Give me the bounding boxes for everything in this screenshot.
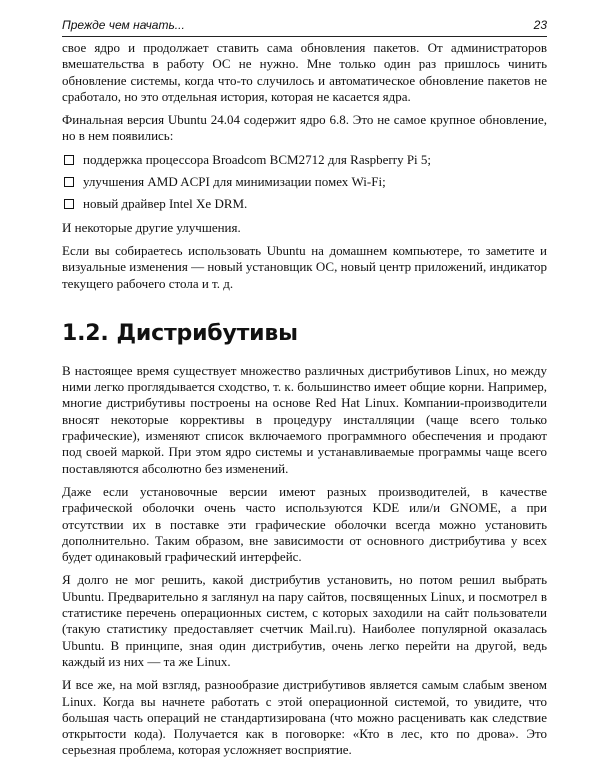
list-item-text: улучшения AMD ACPI для минимизации помех Wi-Fi;: [83, 174, 386, 190]
page-body: [62, 40, 547, 766]
paragraph: В настоящее время существует множество различных дистрибутивов Linux, но между ними легко проглядывается сходство, т. к. большинство имеет общие корни. Например, многие дистрибутивы построены на основе Red Hat Linux. Компании-производители вносят некоторые коррективы в процедуру инсталляции (чаще всего только графические), изменяют список включаемого программного обеспечения и продают под своей маркой. При этом ядро системы и устанавливаемые программы чаще всего поставляются абсолютно без изменений.: [62, 362, 547, 476]
running-header: [62, 14, 547, 37]
feature-list: [62, 152, 547, 213]
paragraph: свое ядро и продолжает ставить сама обновления пакетов. От администраторов вмешательства в работу ОС не нужно. Мне только один раз пришлось чинить обновление системы, когда что-то случилось и автоматическое обновление пакетов не сработало, но это отдельная история, которая не касается ядра.: [62, 40, 547, 104]
paragraph: Я долго не мог решить, какой дистрибутив установить, но потом решил выбрать Ubuntu. Предварительно я заглянул на пару сайтов, посвященных Linux, и посмотрел в статистике перечень операционных систем, с которых заходили на сайт пользователи (такую статистику предоставляет счетчик Mail.ru). Наиболее популярной оказалась Ubuntu. В принципе, зная один дистрибутив, очень легко перейти на другой, ведь каждый из них — та же Linux.: [62, 572, 547, 669]
list-item-text: поддержка процессора Broadcom BCM2712 для Raspberry Pi 5;: [83, 151, 432, 167]
list-item: [62, 152, 547, 168]
page-number: 23: [533, 18, 547, 32]
section-number: 1.2.: [62, 320, 109, 346]
paragraph: И все же, на мой взгляд, разнообразие дистрибутивов является самым слабым звеном Linux. Когда вы начнете работать с этой операционной системой, то увидите, что большая часть операций не стандартизирована (что можно расценивать как следствие открытости кода). Получается как в поговорке: «Кто в лес, кто по дрова». Это серьезная проблема, которая усложняет восприятие.: [62, 677, 547, 758]
list-item: [62, 196, 547, 212]
section-heading: [62, 321, 547, 347]
checkbox-bullet-icon: [64, 177, 74, 187]
paragraph: Финальная версия Ubuntu 24.04 содержит ядро 6.8. Это не самое крупное обновление, но в нем появились:: [62, 112, 547, 144]
list-item: [62, 174, 547, 190]
checkbox-bullet-icon: [64, 199, 74, 209]
paragraph: И некоторые другие улучшения.: [62, 219, 241, 235]
paragraph: Если вы собираетесь использовать Ubuntu на домашнем компьютере, то заметите и визуальные изменения — новый установщик ОС, новый центр приложений, индикатор текущего рабочего стола и т. д.: [62, 242, 547, 291]
running-title: Прежде чем начать...: [62, 18, 185, 32]
checkbox-bullet-icon: [64, 155, 74, 165]
list-item-text: новый драйвер Intel Xe DRM.: [83, 196, 248, 212]
paragraph: Даже если установочные версии имеют разных производителей, в качестве графической оболочки очень часто используются KDE или/и GNOME, а при отсутствии их в поставке эти графические оболочки всегда можно установить дополнительно. Таким образом, вне зависимости от основного дистрибутива у всех будет одинаковый графический интерфейс.: [62, 483, 547, 565]
section-title: Дистрибутивы: [116, 320, 298, 346]
